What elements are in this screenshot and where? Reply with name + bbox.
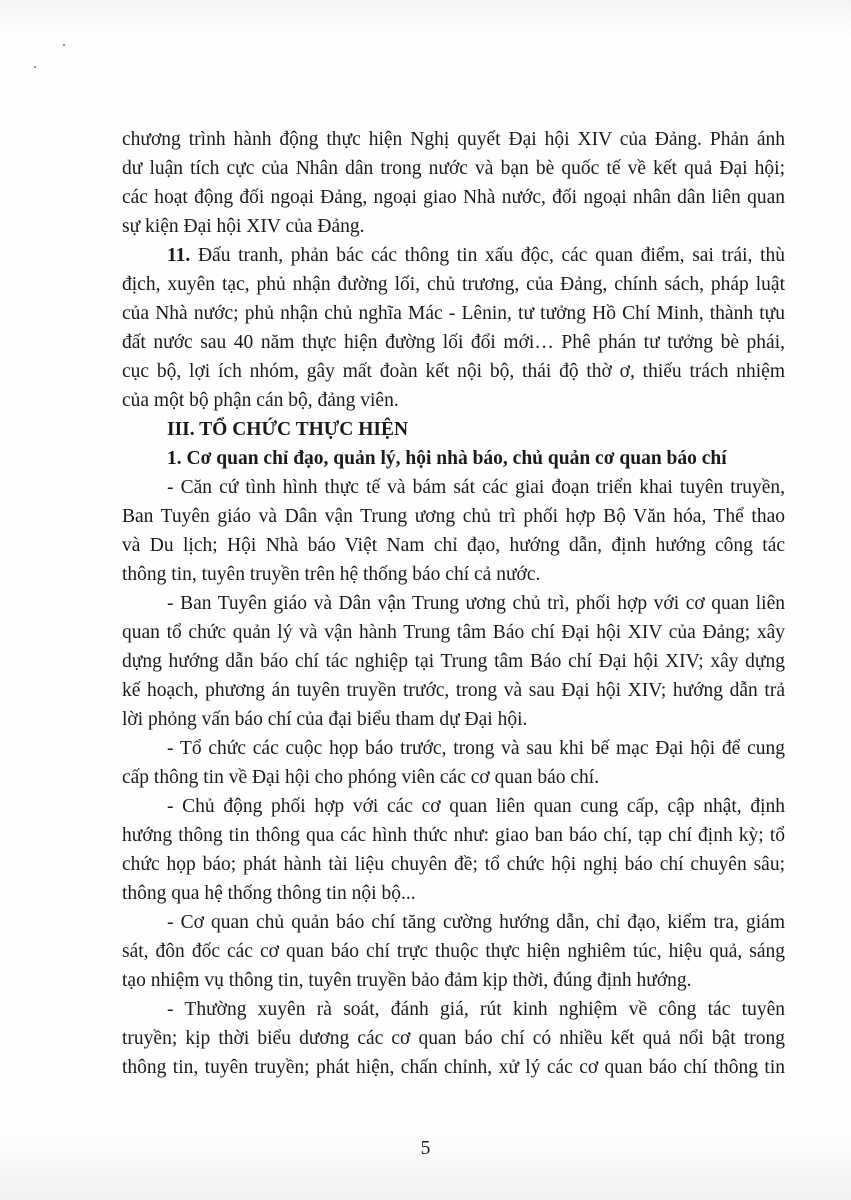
- text-line: kế hoạch, phương án tuyên truyền trước, trong và sau Đại hội XIV; hướng dẫn trả: [122, 680, 785, 701]
- paragraph: [122, 125, 785, 241]
- paragraph: [122, 241, 785, 415]
- text-line: - Căn cứ tình hình thực tế và bám sát các giai đoạn triển khai tuyên truyền,: [167, 477, 785, 498]
- text-line: - Thường xuyên rà soát, đánh giá, rút kinh nghiệm về công tác tuyên: [167, 999, 785, 1020]
- text-line: của một bộ phận cán bộ, đảng viên.: [122, 390, 399, 411]
- page-number: 5: [420, 1138, 431, 1159]
- text-line: 1. Cơ quan chỉ đạo, quản lý, hội nhà báo, chủ quản cơ quan báo chí: [167, 448, 727, 469]
- text-line: - Chủ động phối hợp với các cơ quan liên quan cung cấp, cập nhật, định: [167, 796, 785, 817]
- text-line: và Du lịch; Hội Nhà báo Việt Nam chỉ đạo, hướng dẫn, định hướng công tác: [122, 535, 785, 556]
- text-line-content: Đấu tranh, phản bác các thông tin xấu độc, các quan điểm, sai trái, thù: [190, 245, 785, 266]
- text-line: của Nhà nước; phủ nhận chủ nghĩa Mác - Lênin, tư tưởng Hồ Chí Minh, thành tựu: [122, 303, 785, 324]
- text-line: - Ban Tuyên giáo và Dân vận Trung ương chủ trì, phối hợp với cơ quan liên: [167, 593, 785, 614]
- text-line: đất nước sau 40 năm thực hiện đường lối đổi mới… Phê phán tư tưởng bè phái,: [122, 332, 785, 353]
- text-line: sự kiện Đại hội XIV của Đảng.: [122, 216, 365, 237]
- text-line: - Cơ quan chủ quản báo chí tăng cường hướng dẫn, chỉ đạo, kiểm tra, giám: [167, 912, 785, 933]
- text-line: thông tin, tuyên truyền; phát hiện, chấn chỉnh, xử lý các cơ quan báo chí thông tin: [122, 1057, 785, 1078]
- text-line: lời phỏng vấn báo chí của đại biểu tham dự Đại hội.: [122, 709, 528, 730]
- text-line: III. TỔ CHỨC THỰC HIỆN: [167, 419, 409, 440]
- scan-speck: [34, 66, 36, 68]
- text-line: hướng thông tin thông qua các hình thức như: giao ban báo chí, tạp chí định kỳ; tổ: [122, 825, 785, 846]
- scan-speck: [63, 44, 65, 46]
- section-heading: [122, 415, 785, 444]
- text-line: cục bộ, lợi ích nhóm, gây mất đoàn kết nội bộ, thái độ thờ ơ, thiếu trách nhiệm: [122, 361, 785, 382]
- paragraph: [122, 589, 785, 734]
- paragraph: [122, 908, 785, 995]
- text-line: địch, xuyên tạc, phủ nhận đường lối, chủ trương, của Đảng, chính sách, pháp luật: [122, 274, 785, 295]
- text-line: [122, 241, 785, 270]
- paragraph: [122, 995, 785, 1082]
- text-line: sát, đôn đốc các cơ quan báo chí trực thuộc thực hiện nghiêm túc, hiệu quả, sáng: [122, 941, 785, 962]
- document-body: [122, 125, 785, 1082]
- text-line: cấp thông tin về Đại hội cho phóng viên các cơ quan báo chí.: [122, 767, 600, 788]
- text-line: chương trình hành động thực hiện Nghị quyết Đại hội XIV của Đảng. Phản ánh: [122, 129, 785, 150]
- text-line: chức họp báo; phát hành tài liệu chuyên đề; tổ chức hội nghị báo chí chuyên sâu;: [122, 854, 785, 875]
- text-line: các hoạt động đối ngoại Đảng, ngoại giao Nhà nước, đối ngoại nhân dân liên quan: [122, 187, 785, 208]
- text-line: thông tin, tuyên truyền trên hệ thống báo chí cả nước.: [122, 564, 541, 585]
- text-line: truyền; kịp thời biểu dương các cơ quan báo chí có nhiều kết quả nổi bật trong: [122, 1028, 785, 1049]
- text-line: - Tổ chức các cuộc họp báo trước, trong và sau khi bế mạc Đại hội để cung: [167, 738, 785, 759]
- text-line: thông qua hệ thống thông tin nội bộ...: [122, 883, 416, 904]
- text-line: tạo nhiệm vụ thông tin, tuyên truyền bảo đảm kịp thời, đúng định hướng.: [122, 970, 692, 991]
- text-line: Ban Tuyên giáo và Dân vận Trung ương chủ trì phối hợp Bộ Văn hóa, Thể thao: [122, 506, 785, 527]
- paragraph: [122, 473, 785, 589]
- section-heading: [122, 444, 785, 473]
- text-line: quan tổ chức quản lý và vận hành Trung tâm Báo chí Đại hội XIV của Đảng; xây: [122, 622, 785, 643]
- paragraph: [122, 792, 785, 908]
- text-line: dựng hướng dẫn báo chí tác nghiệp tại Trung tâm Báo chí Đại hội XIV; xây dựng: [122, 651, 785, 672]
- paragraph: [122, 734, 785, 792]
- item-number: 11.: [167, 245, 191, 266]
- text-line: dư luận tích cực của Nhân dân trong nước và bạn bè quốc tế về kết quả Đại hội;: [122, 158, 785, 179]
